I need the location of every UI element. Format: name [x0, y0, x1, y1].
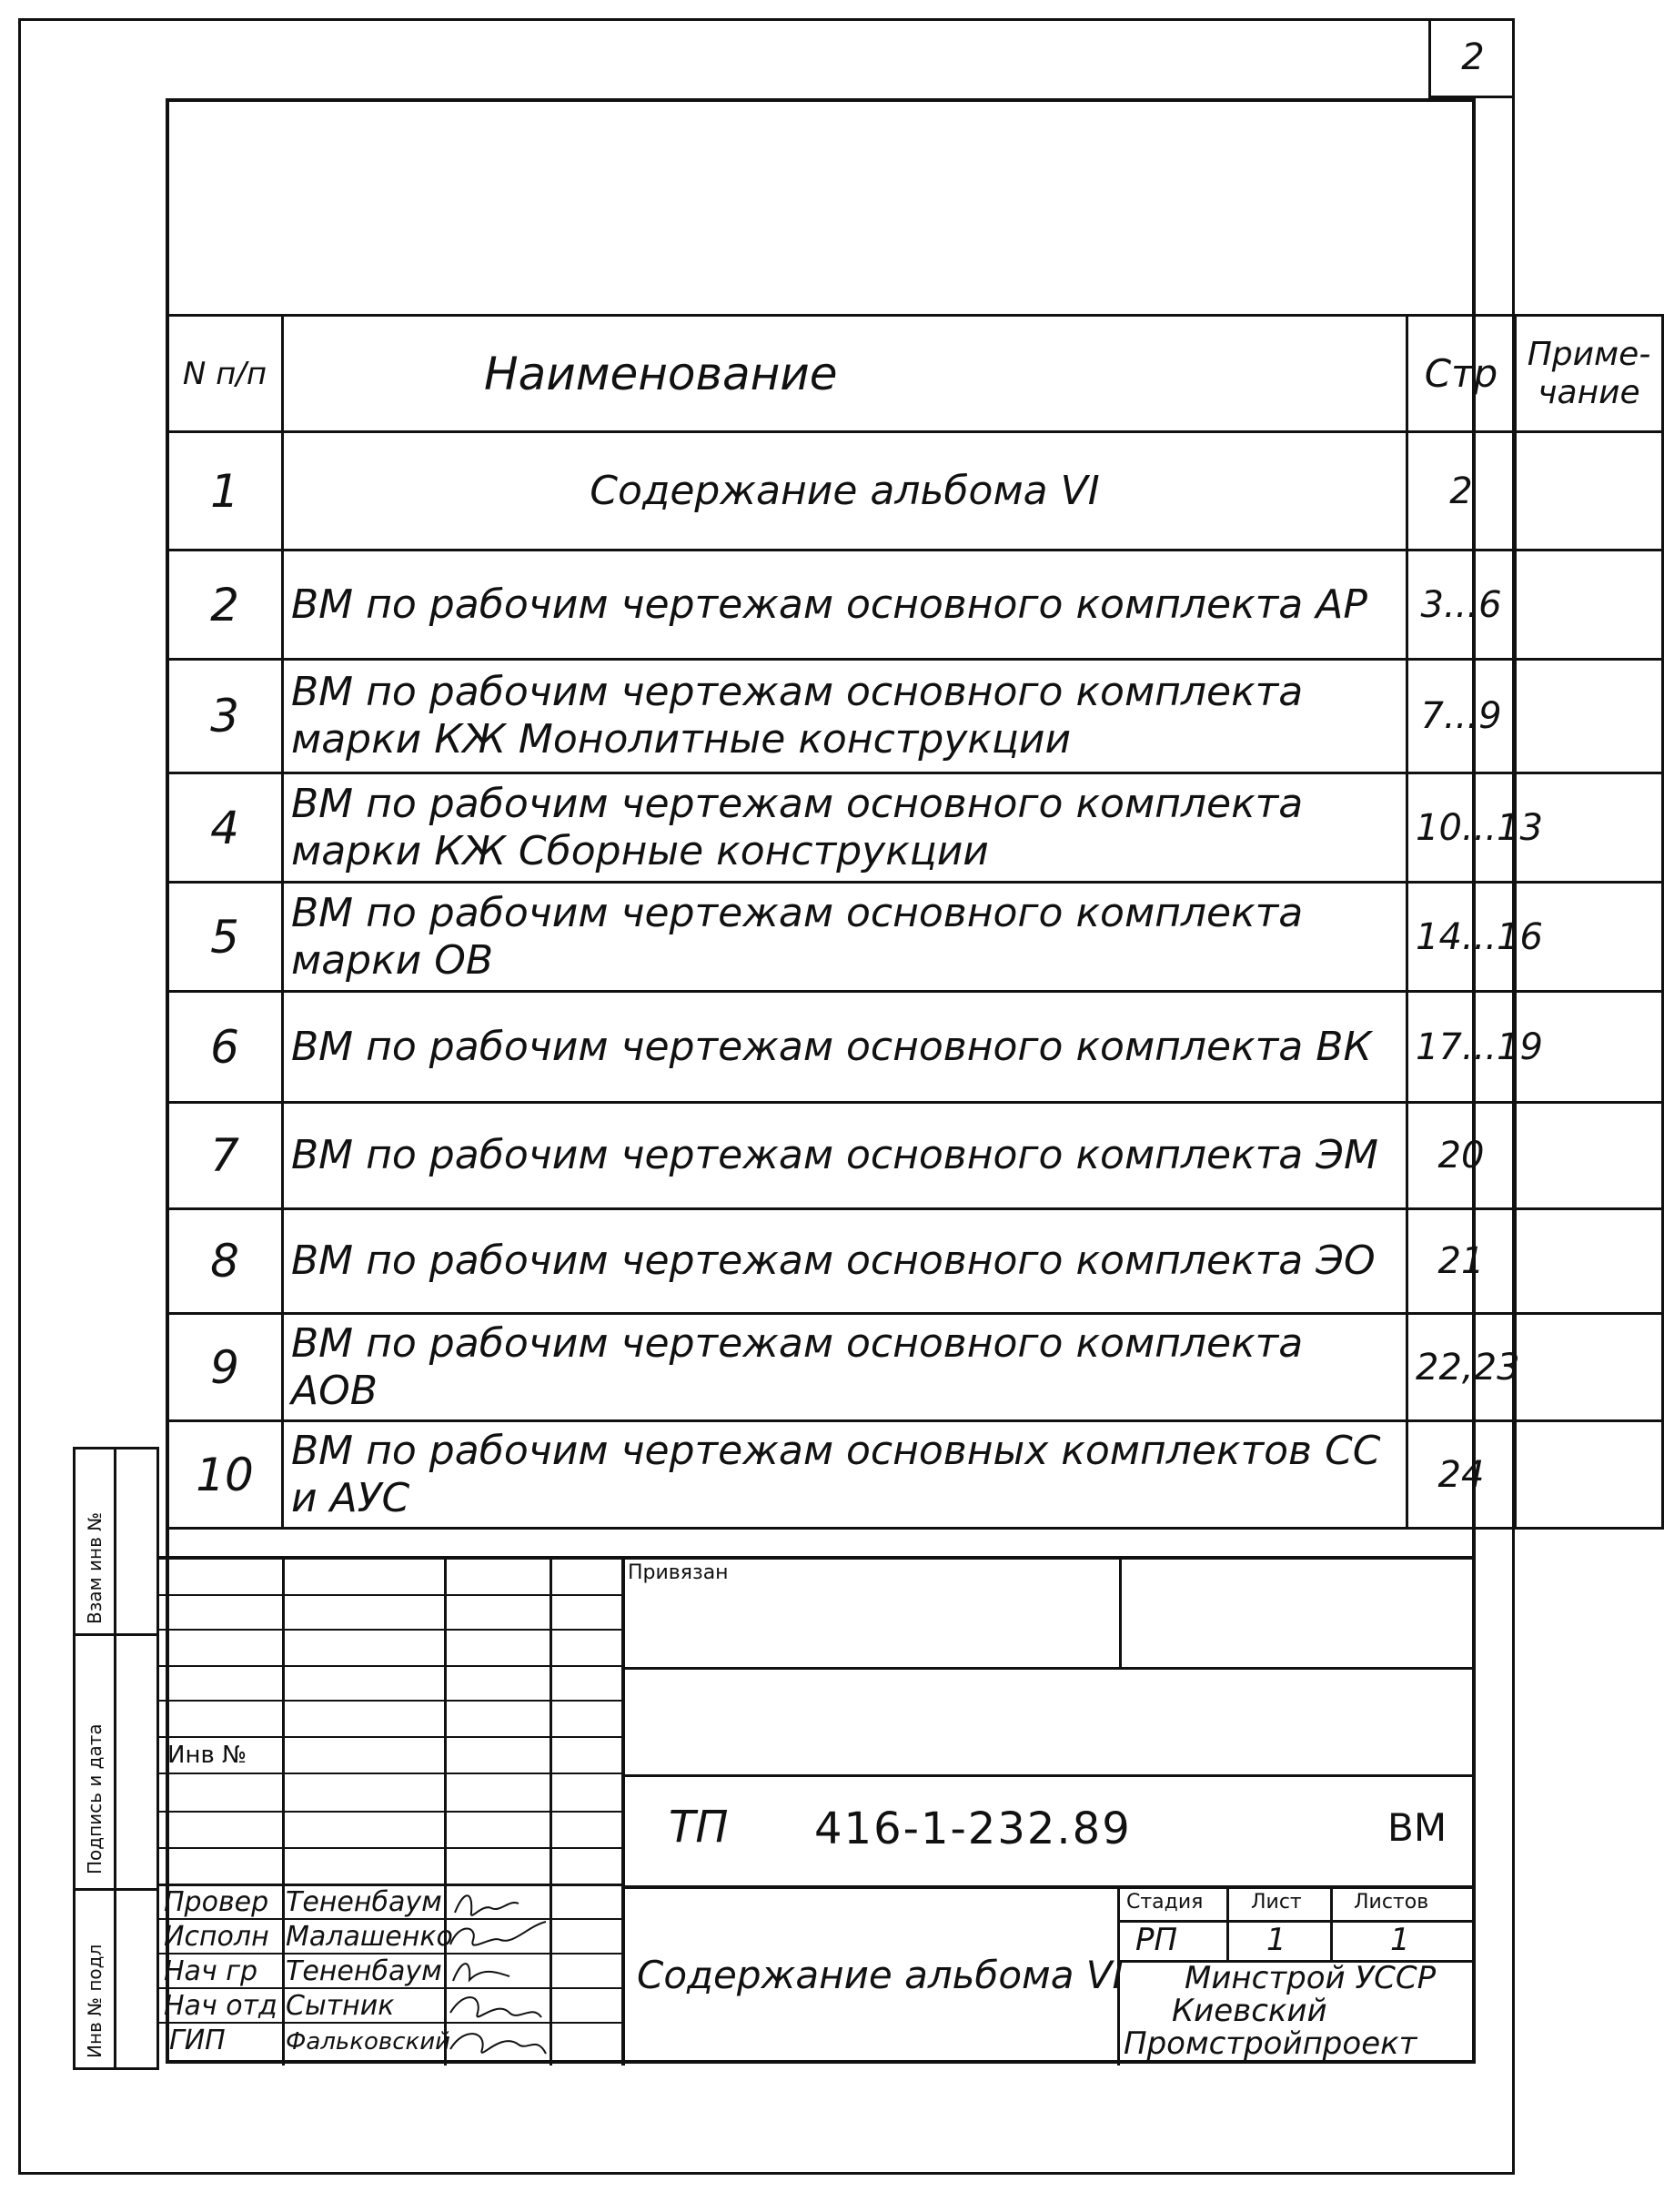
- row-name: ВМ по рабочим чертежам основного комплекта АОВ: [283, 1314, 1407, 1421]
- contents-header-row: [167, 316, 1663, 432]
- tb-hline: [159, 1594, 621, 1596]
- row-num: 7: [167, 1103, 283, 1209]
- row-name: ВМ по рабочим чертежам основного комплекта АР: [283, 550, 1407, 660]
- row-name: ВМ по рабочим чертежам основного комплекта марки КЖ Сборные конструкции: [283, 773, 1407, 883]
- sheet-number: 2: [1428, 18, 1515, 98]
- project-code: 416-1-232.89: [814, 1803, 1132, 1854]
- tb-hline: [159, 1811, 621, 1813]
- sig-name: Малашенко: [286, 1921, 453, 1953]
- header-num: N п/п: [167, 316, 283, 432]
- row-num: 10: [167, 1421, 283, 1529]
- list-value: 1: [1266, 1922, 1286, 1958]
- table-row: [167, 1209, 1663, 1314]
- sig-role: Нач отд: [164, 1990, 277, 2022]
- tb-hline: [159, 1847, 621, 1849]
- row-page: 7...9: [1407, 660, 1516, 773]
- row-num: 9: [167, 1314, 283, 1421]
- row-note: [1516, 1421, 1663, 1529]
- tb-hline: [159, 1629, 621, 1631]
- sig-role: Испoлн: [164, 1921, 269, 1953]
- tb-vline-listov: [1330, 1885, 1333, 1960]
- list-header: Лист: [1251, 1891, 1302, 1914]
- row-num: 6: [167, 992, 283, 1103]
- tb-hline: [159, 1700, 621, 1702]
- row-note: [1516, 432, 1663, 550]
- header-note: Приме- чание: [1516, 316, 1663, 432]
- listov-value: 1: [1390, 1922, 1410, 1958]
- tb-hline-right-1: [621, 1667, 1474, 1670]
- row-num: 5: [167, 883, 283, 992]
- header-name: Наименование: [283, 316, 1407, 432]
- tb-vline-list: [1226, 1885, 1229, 1960]
- table-row: [167, 660, 1663, 773]
- header-page: Стр: [1407, 316, 1516, 432]
- tb-vline-privyazan: [1119, 1556, 1122, 1667]
- row-num: 2: [167, 550, 283, 660]
- org-line-3: Промстройпроект: [1124, 2025, 1417, 2062]
- row-note: [1516, 660, 1663, 773]
- sig-name: Сытник: [286, 1990, 395, 2022]
- side-podpis-label: Подпись и дата: [84, 1723, 106, 1874]
- doc-mark: ВМ: [1387, 1805, 1447, 1850]
- org-line-2: Киевский: [1172, 1993, 1327, 2029]
- table-row: [167, 1103, 1663, 1209]
- row-page: 14...16: [1407, 883, 1516, 992]
- stage-value: РП: [1135, 1922, 1178, 1958]
- row-page: 2: [1407, 432, 1516, 550]
- tb-hline-right-2: [621, 1774, 1474, 1777]
- table-row: [167, 550, 1663, 660]
- project-prefix: ТП: [669, 1802, 729, 1853]
- row-page: 17...19: [1407, 992, 1516, 1103]
- row-name: ВМ по рабочим чертежам основных комплектов СС и АУС: [283, 1421, 1407, 1529]
- inv-no-label: Инв №: [167, 1742, 247, 1769]
- row-name: ВМ по рабочим чертежам основного комплекта ЭО: [283, 1209, 1407, 1314]
- tb-hline: [159, 1665, 621, 1667]
- listov-header: Листов: [1354, 1891, 1429, 1914]
- row-num: 1: [167, 432, 283, 550]
- tb-hline: [159, 1736, 621, 1738]
- sig-name: Тененбаум: [286, 1955, 442, 1987]
- row-note: [1516, 1209, 1663, 1314]
- row-page: 24: [1407, 1421, 1516, 1529]
- row-page: 10...13: [1407, 773, 1516, 883]
- row-note: [1516, 550, 1663, 660]
- org-line-1: Минстрой УССР: [1185, 1960, 1437, 1996]
- stage-header: Стадия: [1126, 1891, 1204, 1914]
- signature-scrawl: [450, 1922, 546, 1945]
- tb-hline: [159, 1773, 621, 1774]
- side-inv-podl-label: Инв № подл: [84, 1944, 106, 2058]
- row-name: ВМ по рабочим чертежам основного комплекта марки КЖ Монолитные конструкции: [283, 660, 1407, 773]
- row-note: [1516, 1314, 1663, 1421]
- tb-hline-right-3: [621, 1885, 1474, 1889]
- side-vzam-label: Взам инв №: [84, 1511, 106, 1624]
- row-num: 8: [167, 1209, 283, 1314]
- row-page: 22,23: [1407, 1314, 1516, 1421]
- row-name: Содержание альбома VI: [283, 432, 1407, 550]
- sig-role: Провер: [164, 1886, 269, 1918]
- signature-scrawls: [446, 1885, 555, 2067]
- table-row: [167, 992, 1663, 1103]
- signature-scrawl: [450, 2034, 546, 2054]
- sig-role: ГИП: [169, 2025, 226, 2056]
- row-page: 21: [1407, 1209, 1516, 1314]
- table-row: [167, 883, 1663, 992]
- sig-role: Нач гр: [164, 1955, 258, 1987]
- contents-table: [166, 314, 1664, 1530]
- privyazan-label: Привязан: [628, 1561, 729, 1584]
- signature-scrawl: [455, 1895, 519, 1915]
- row-num: 3: [167, 660, 283, 773]
- row-note: [1516, 1103, 1663, 1209]
- tb-vline-4: [621, 1556, 625, 2066]
- sig-name: Фальковский: [286, 2028, 450, 2055]
- table-row: [167, 1421, 1663, 1529]
- table-row: [167, 773, 1663, 883]
- table-row: [167, 432, 1663, 550]
- side-stamp-line-2: [73, 1888, 159, 1891]
- row-page: 20: [1407, 1103, 1516, 1209]
- row-name: ВМ по рабочим чертежам основного комплекта ЭМ: [283, 1103, 1407, 1209]
- signature-scrawl: [450, 1997, 541, 2017]
- row-num: 4: [167, 773, 283, 883]
- row-name: ВМ по рабочим чертежам основного комплекта марки ОВ: [283, 883, 1407, 992]
- table-row: [167, 1314, 1663, 1421]
- row-page: 3...6: [1407, 550, 1516, 660]
- side-stamp-line-1: [73, 1633, 159, 1636]
- signature-scrawl: [453, 1964, 509, 1981]
- sheet-title: Содержание альбома VI: [637, 1953, 1124, 1997]
- row-name: ВМ по рабочим чертежам основного комплекта ВК: [283, 992, 1407, 1103]
- sig-name: Тененбаум: [286, 1886, 442, 1918]
